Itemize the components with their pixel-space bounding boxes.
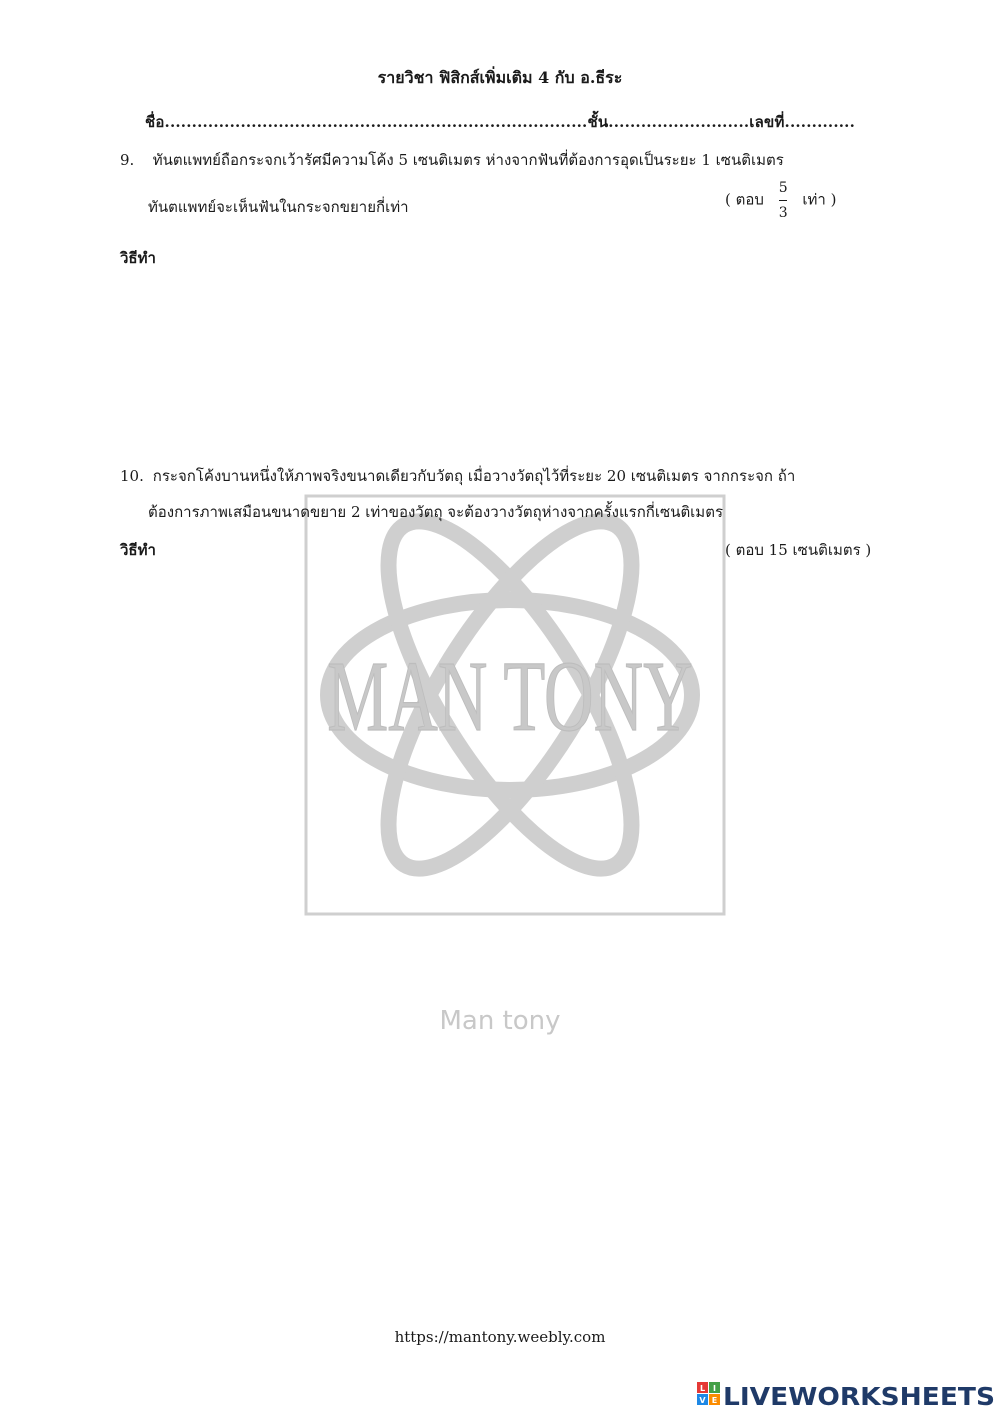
liveworksheets-wordmark: LIVEWORKSHEETS — [723, 1382, 995, 1410]
badge-letter-l: L — [699, 1384, 706, 1393]
badge-letter-i: I — [713, 1384, 716, 1393]
question-10-answer: ( ตอบ 15 เซนติเมตร ) — [725, 541, 872, 559]
question-10-text-1: กระจกโค้งบานหนึ่งให้ภาพจริงขนาดเดียวกับวัตถุ เมื่อวางวัตถุไว้ที่ระยะ 20 เซนติเมตร จากกระจก ถ้า — [152, 467, 796, 485]
live-badge-icon — [697, 1382, 720, 1405]
answer-9-numerator: 5 — [778, 180, 788, 196]
fraction-bar — [779, 200, 787, 201]
badge-letter-e: E — [711, 1396, 718, 1405]
method-label-9: วิธีทำ — [120, 249, 156, 267]
question-10-number: 10. — [120, 467, 144, 485]
answer-9-fraction — [779, 181, 788, 220]
liveworksheets-logo[interactable] — [697, 1378, 997, 1410]
method-label-10: วิธีทำ — [120, 541, 156, 559]
answer-9-open: ( ตอบ — [725, 190, 764, 209]
question-9-answer — [725, 181, 836, 220]
question-10-line-1 — [120, 464, 795, 488]
footer-url: https://mantony.weebly.com — [394, 1328, 606, 1346]
question-10-text-2: ต้องการภาพเสมือนขนาดขยาย 2 เท่าของวัตถุ จะต้องวางวัตถุห่างจากครั้งแรกกี่เซนติเมตร — [148, 503, 723, 521]
question-9-line-1 — [120, 148, 784, 172]
question-9-text-2: ทันตแพทย์จะเห็นฟันในกระจกขยายกี่เท่า — [148, 198, 409, 216]
watermark-logo-text: MAN TONY — [327, 639, 693, 753]
answer-9-denominator: 3 — [778, 205, 788, 221]
student-info-line: ชื่อ..............................................................................ชั้น..........................เลขที่............. — [144, 113, 856, 131]
badge-letter-v: V — [699, 1396, 706, 1405]
watermark-logo — [300, 490, 730, 920]
question-9-number: 9. — [120, 151, 135, 169]
answer-9-close: เท่า ) — [802, 190, 837, 209]
worksheet-title: รายวิชา ฟิสิกส์เพิ่มเติม 4 กับ อ.ธีระ — [377, 68, 623, 87]
question-9-text-1: ทันตแพทย์ถือกระจกเว้ารัศมีความโค้ง 5 เซนติเมตร ห่างจากฟันที่ต้องการอุดเป็นระยะ 1 เซนติเมตร — [152, 151, 784, 169]
liveworksheets-logo-graphic — [697, 1378, 997, 1410]
watermark-caption: Man tony — [439, 1006, 561, 1036]
